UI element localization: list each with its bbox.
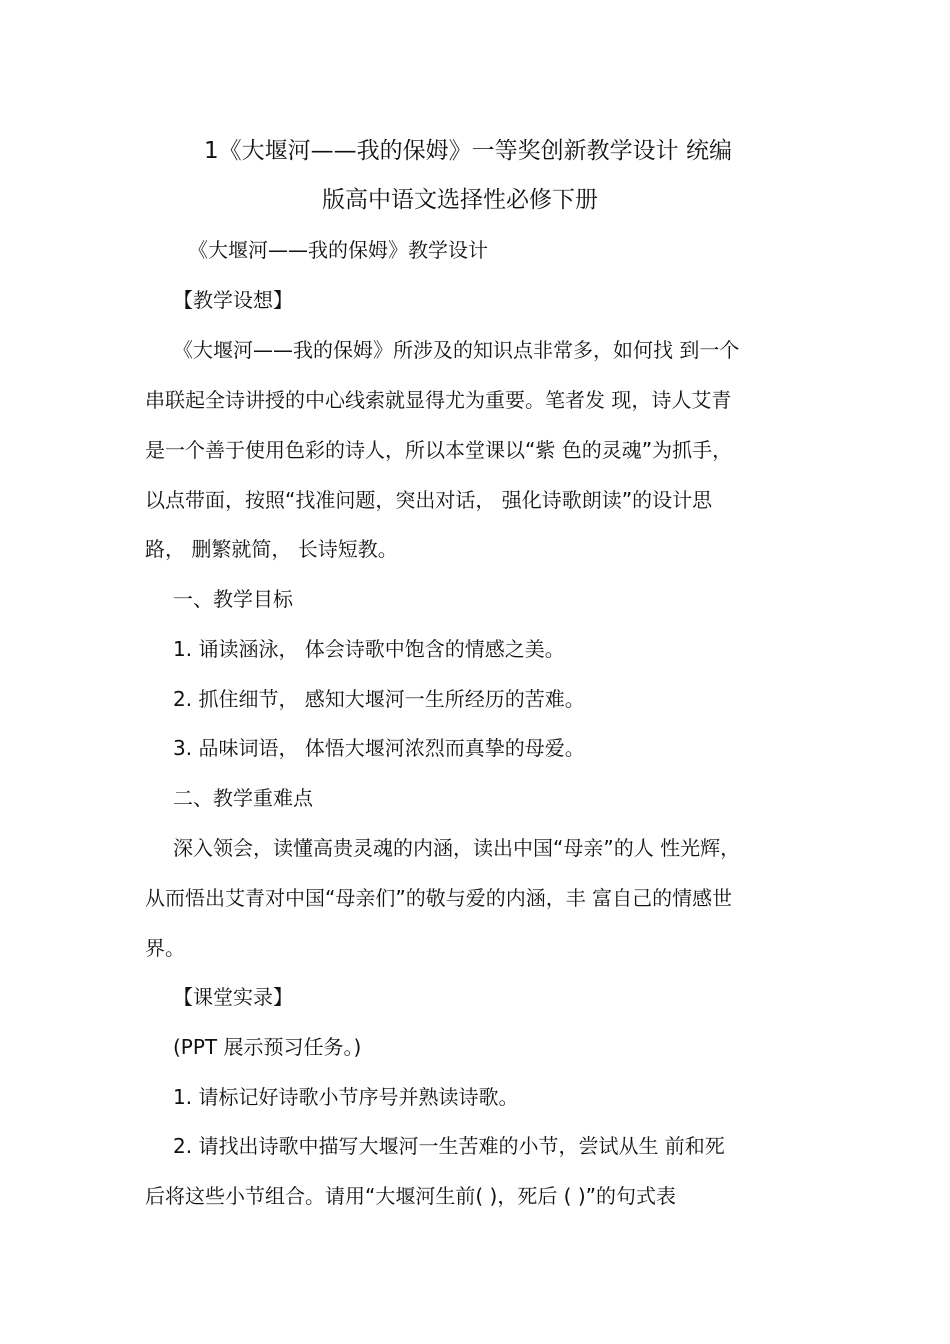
paragraph-line: 以点带面，按照“找准问题，突出对话， 强化诗歌朗读”的设计思 xyxy=(145,488,713,512)
paragraph-line: 界。 xyxy=(145,936,185,960)
paragraph-line: 串联起全诗讲授的中心线索就显得尤为重要。笔者发 现，诗人艾青 xyxy=(145,388,732,412)
paragraph-line: 是一个善于使用色彩的诗人，所以本堂课以“紫 色的灵魂”为抓手， xyxy=(145,438,733,462)
section-heading-goals: 一、教学目标 xyxy=(173,587,293,611)
document-subtitle: 《大堰河——我的保姆》教学设计 xyxy=(188,238,488,262)
section-heading-record: 【课堂实录】 xyxy=(173,985,293,1009)
document-title-line-1: 1《大堰河——我的保姆》一等奖创新教学设计 统编 xyxy=(204,138,732,164)
paragraph-line: 《大堰河——我的保姆》所涉及的知识点非常多，如何找 到一个 xyxy=(173,338,740,362)
goal-item: 2. 抓住细节， 感知大堰河一生所经历的苦难。 xyxy=(173,687,585,711)
goal-item: 1. 诵读涵泳， 体会诗歌中饱含的情感之美。 xyxy=(173,637,565,661)
record-item: 1. 请标记好诗歌小节序号并熟读诗歌。 xyxy=(173,1085,519,1109)
section-heading-idea: 【教学设想】 xyxy=(173,288,293,312)
paragraph-line: 从而悟出艾青对中国“母亲们”的敬与爱的内涵，丰 富自己的情感世 xyxy=(145,886,733,910)
record-item: 2. 请找出诗歌中描写大堰河一生苦难的小节，尝试从生 前和死 xyxy=(173,1134,725,1158)
record-intro: (PPT 展示预习任务。) xyxy=(173,1035,362,1059)
goal-item: 3. 品味词语， 体悟大堰河浓烈而真挚的母爱。 xyxy=(173,736,585,760)
paragraph-line: 路， 删繁就简， 长诗短教。 xyxy=(145,537,398,561)
section-heading-difficulty: 二、教学重难点 xyxy=(173,786,313,810)
paragraph-line: 深入领会，读懂高贵灵魂的内涵，读出中国“母亲”的人 性光辉， xyxy=(173,836,741,860)
paragraph-line: 后将这些小节组合。请用“大堰河生前( )，死后 ( )”的句式表 xyxy=(145,1184,677,1208)
document-title-line-2: 版高中语文选择性必修下册 xyxy=(322,187,598,213)
